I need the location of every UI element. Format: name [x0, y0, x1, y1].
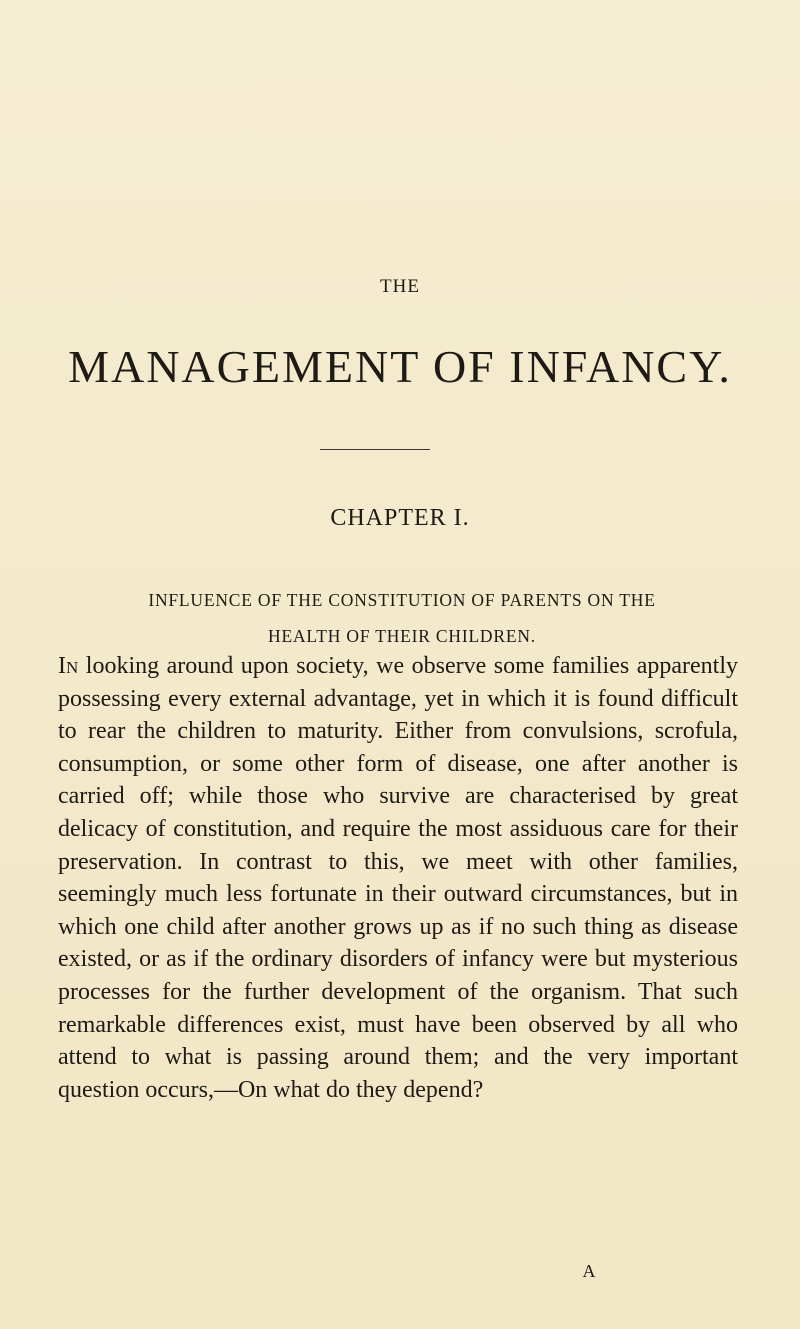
main-title: MANAGEMENT OF INFANCY. [68, 341, 732, 392]
signature-mark: A [582, 1261, 596, 1281]
header-small-title: THE [380, 276, 420, 297]
chapter-heading: CHAPTER I. [330, 505, 470, 531]
chapter-subtitle-line-2: HEALTH OF THEIR CHILDREN. [268, 626, 536, 646]
title-divider [320, 449, 430, 450]
chapter-subtitle-line-1: INFLUENCE OF THE CONSTITUTION OF PARENTS ON THE [148, 590, 656, 610]
paragraph-text: looking around upon society, we observe some families apparently possessing every external advantage, yet in which it is found difficult to rear the children to maturity. Either from convulsions, scrofula, consumption, or some other form of disease, one after another is carried off; while those who survive are characterised by great delicacy of constitution, and require the most assiduous care for their preservation. In contrast to this, we meet with other families, seemingly much less fortunate in their outward circumstances, but in which one child after another grows up as if no such thing as disease existed, or as if the ordinary disorders of infancy were but mysterious processes for the further development of the organism. That such remarkable differences exist, must have been observed by all who attend to what is passing around them; and the very important question occurs,—On what do they depend? [58, 653, 738, 1103]
body-paragraph [58, 650, 738, 1106]
chapter-subtitle [82, 582, 722, 654]
paragraph-lead-word: In [58, 653, 79, 679]
